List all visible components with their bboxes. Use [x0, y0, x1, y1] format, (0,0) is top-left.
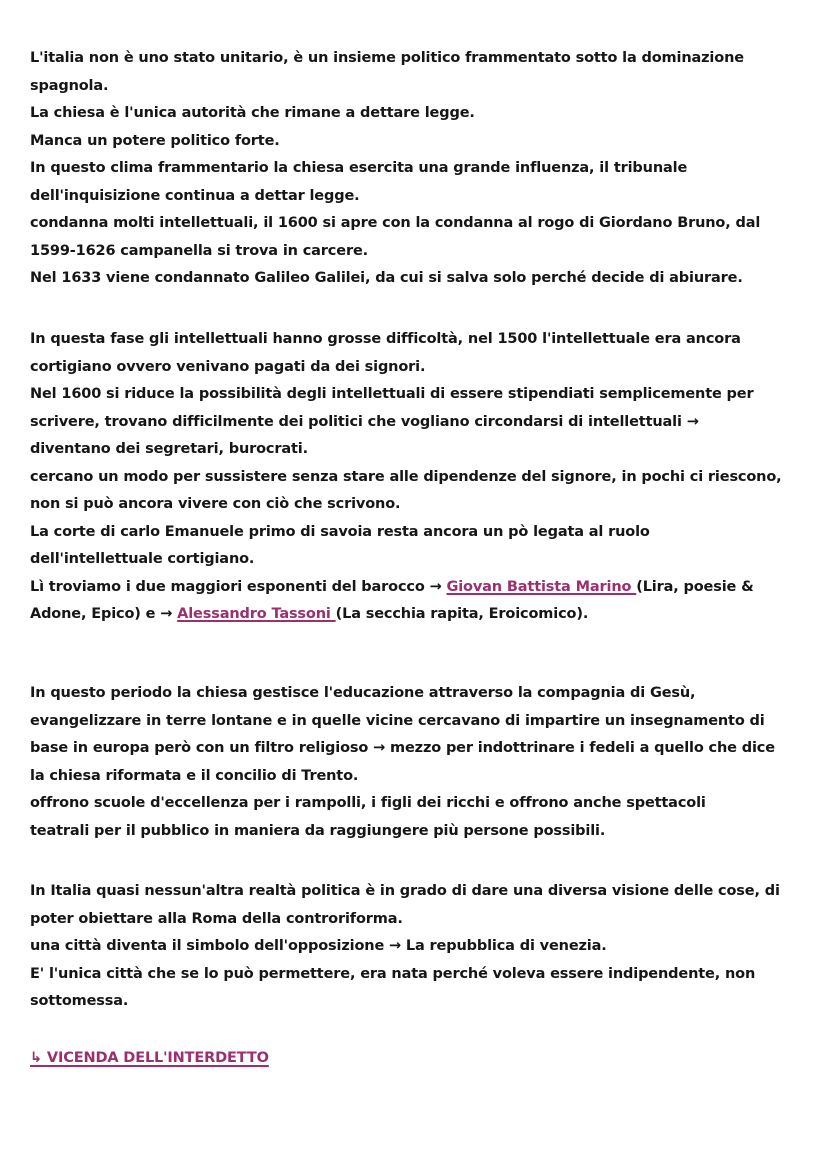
text-line: E' l'unica città che se lo può permettere, era nata perché voleva essere indipendente, non [30, 965, 756, 982]
link-vicenda-dell-interdetto[interactable] [30, 1050, 269, 1066]
text-line: evangelizzare in terre lontane e in quelle vicine cercavano di impartire un insegnamento di [30, 712, 765, 729]
marino-line [30, 574, 810, 602]
link-giovan-battista-marino[interactable]: Giovan Battista Marino [446, 578, 637, 595]
text-line: sottomessa. [30, 993, 129, 1009]
text-line: In Italia quasi nessun'altra realtà politica è in grado di dare una diversa visione delle cose, di [30, 883, 780, 899]
text-line: 1599-1626 campanella si trova in carcere. [30, 242, 368, 259]
marino-line-suffix: (Lira, poesie & [636, 578, 754, 595]
text-line: Nel 1633 viene condannato Galileo Galilei, da cui si salva solo perché decide di abiurare. [30, 270, 743, 286]
text-line: diventano dei segretari, burocrati. [30, 441, 308, 457]
text-line: La chiesa è l'unica autorità che rimane a dettare legge. [30, 105, 475, 121]
text-line: cortigiano ovvero venivano pagati da dei signori. [30, 358, 426, 375]
text-line: cercano un modo per sussistere senza stare alle dipendenze del signore, in pochi ci riescono, [30, 468, 782, 485]
text-line: dell'intellettuale cortigiano. [30, 551, 255, 567]
text-line: la chiesa riformata e il concilio di Trento. [30, 767, 359, 784]
return-arrow-icon: ↳ [30, 1050, 47, 1066]
paragraph-4 [30, 878, 810, 1016]
text-line: In questo periodo la chiesa gestisce l'educazione attraverso la compagnia di Gesù, [30, 685, 696, 701]
marino-line-prefix: Lì troviamo i due maggiori esponenti del barocco → [30, 578, 447, 595]
text-line: poter obiettare alla Roma della controriforma. [30, 910, 403, 927]
text-line: scrivere, trovano difficilmente dei politici che vogliano circondarsi di intellettuali → [30, 413, 699, 430]
text-line: La corte di carlo Emanuele primo di savoia resta ancora un pò legata al ruolo [30, 523, 650, 540]
paragraph-1 [30, 45, 810, 293]
text-line: condanna molti intellettuali, il 1600 si apre con la condanna al rogo di Giordano Bruno, dal [30, 215, 761, 231]
text-line: non si può ancora vivere con ciò che scrivono. [30, 496, 401, 512]
footer-link-label: VICENDA DELL'INTERDETTO [46, 1050, 269, 1066]
text-line: teatrali per il pubblico in maniera da raggiungere più persone possibili. [30, 822, 606, 839]
tassoni-line-suffix: (La secchia rapita, Eroicomico). [335, 606, 589, 622]
tassoni-line [30, 601, 810, 629]
text-line: spagnola. [30, 77, 109, 94]
text-line: offrono scuole d'eccellenza per i rampolli, i figli dei ricchi e offrono anche spettacoli [30, 795, 706, 811]
paragraph-2 [30, 326, 810, 629]
tassoni-line-prefix: Adone, Epico) e → [30, 606, 178, 622]
text-line: Manca un potere politico forte. [30, 132, 280, 149]
text-line: una città diventa il simbolo dell'opposizione → La repubblica di venezia. [30, 938, 607, 954]
text-line: In questa fase gli intellettuali hanno grosse difficoltà, nel 1500 l'intellettuale era ancora [30, 331, 741, 347]
text-line: base in europa però con un filtro religioso → mezzo per indottrinare i fedeli a quello che dice [30, 740, 775, 756]
text-line: Nel 1600 si riduce la possibilità degli intellettuali di essere stipendiati semplicemente per [30, 386, 754, 402]
text-line: In questo clima frammentario la chiesa esercita una grande influenza, il tribunale [30, 160, 688, 176]
text-line: dell'inquisizione continua a dettar legge. [30, 187, 360, 204]
link-alessandro-tassoni[interactable]: Alessandro Tassoni [177, 606, 336, 622]
text-line: L'italia non è uno stato unitario, è un insieme politico frammentato sotto la dominazione [30, 50, 744, 66]
paragraph-3 [30, 680, 810, 845]
